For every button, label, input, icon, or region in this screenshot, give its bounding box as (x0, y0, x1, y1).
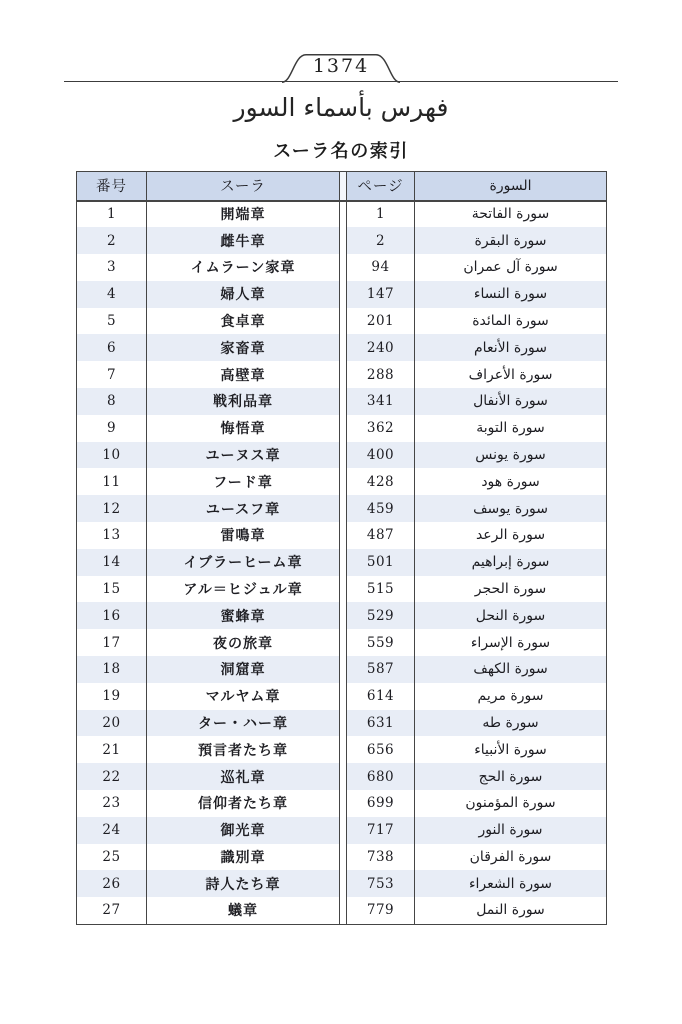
row-gap (340, 897, 347, 924)
table-row (77, 683, 607, 710)
cell-surah-jp: アル＝ヒジュル章 (183, 582, 303, 599)
cell-surah-ar: سورة يوسف (473, 500, 548, 517)
cell-surah-jp: 蟻章 (228, 903, 258, 920)
row-gap (340, 201, 347, 228)
cell-page: 753 (347, 870, 415, 897)
cell-surah-ar: سورة النساء (473, 286, 548, 303)
table-row (77, 334, 607, 361)
row-gap (340, 736, 347, 763)
cell-surah-jp: フード章 (213, 474, 273, 491)
cell-number: 7 (77, 361, 147, 388)
cell-number: 14 (77, 549, 147, 576)
cell-surah-jp: 開端章 (220, 207, 266, 224)
cell-surah-jp: 御光章 (220, 823, 266, 840)
column-header-page: ページ (347, 172, 415, 201)
cell-number: 6 (77, 334, 147, 361)
cell-page: 680 (347, 763, 415, 790)
cell-surah-ar: سورة الحج (478, 768, 543, 785)
cell-surah-jp: 婦人章 (220, 287, 266, 304)
cell-page: 201 (347, 308, 415, 335)
cell-page: 240 (347, 334, 415, 361)
row-gap (340, 388, 347, 415)
cell-page: 400 (347, 442, 415, 469)
cell-surah-ar: سورة الأعراف (468, 366, 553, 383)
row-gap (340, 629, 347, 656)
cell-page: 1 (347, 201, 415, 228)
table-row (77, 281, 607, 308)
cell-page: 587 (347, 656, 415, 683)
row-gap (340, 522, 347, 549)
cell-number: 12 (77, 495, 147, 522)
cell-number: 11 (77, 468, 147, 495)
cell-number: 4 (77, 281, 147, 308)
cell-surah-ar: سورة الشعراء (468, 875, 553, 892)
cell-number: 22 (77, 763, 147, 790)
row-gap (340, 308, 347, 335)
table-row (77, 629, 607, 656)
row-gap (340, 361, 347, 388)
cell-surah-ar: سورة المائدة (472, 313, 549, 330)
cell-page: 2 (347, 227, 415, 254)
cell-surah-ar: سورة هود (481, 473, 540, 490)
cell-surah-ar: سورة مريم (477, 688, 544, 705)
surah-index-table (76, 171, 607, 925)
row-gap (340, 710, 347, 737)
cell-surah-ar: سورة الحجر (474, 581, 547, 598)
row-gap (340, 415, 347, 442)
cell-surah-jp: ユースフ章 (205, 501, 281, 518)
row-gap (340, 763, 347, 790)
cell-page: 487 (347, 522, 415, 549)
cell-surah-ar: سورة الفرقان (469, 849, 552, 866)
table-row (77, 736, 607, 763)
cell-surah-ar: سورة النمل (476, 902, 545, 919)
cell-number: 25 (77, 844, 147, 871)
cell-page: 656 (347, 736, 415, 763)
cell-surah-ar: سورة الكهف (473, 661, 548, 678)
header-row (77, 172, 607, 201)
arabic-calligraphy-title: فهرس بأسماء السور (233, 93, 449, 122)
cell-number: 5 (77, 308, 147, 335)
cell-surah-jp: 悔悟章 (220, 421, 266, 438)
cell-page: 738 (347, 844, 415, 871)
cell-number: 13 (77, 522, 147, 549)
cell-number: 27 (77, 897, 147, 924)
row-gap (340, 870, 347, 897)
cell-surah-ar: سورة طه (482, 715, 539, 732)
cell-number: 16 (77, 602, 147, 629)
row-gap (340, 656, 347, 683)
table-row (77, 442, 607, 469)
column-header-surah-jp: スーラ (147, 172, 340, 201)
column-header-surah-ar: السورة (415, 172, 607, 201)
table-row (77, 817, 607, 844)
cell-surah-jp: 信仰者たち章 (198, 796, 288, 813)
folio-page-number: 1374 (312, 55, 370, 77)
table-row (77, 576, 607, 603)
row-gap (340, 817, 347, 844)
cell-number: 3 (77, 254, 147, 281)
row-gap (340, 602, 347, 629)
column-gap (340, 172, 347, 201)
cell-page: 717 (347, 817, 415, 844)
cell-number: 19 (77, 683, 147, 710)
cell-number: 2 (77, 227, 147, 254)
row-gap (340, 442, 347, 469)
cell-page: 614 (347, 683, 415, 710)
table-row (77, 656, 607, 683)
cell-surah-jp: イブラーヒーム章 (183, 555, 303, 572)
cell-surah-jp: 巡礼章 (220, 769, 266, 786)
cell-surah-ar: سورة النحل (475, 607, 546, 624)
row-gap (340, 576, 347, 603)
cell-page: 515 (347, 576, 415, 603)
table-row (77, 602, 607, 629)
cell-page: 362 (347, 415, 415, 442)
cell-surah-jp: マルヤム章 (205, 689, 281, 706)
cell-surah-jp: 食卓章 (220, 314, 266, 331)
table-row (77, 308, 607, 335)
cell-page: 459 (347, 495, 415, 522)
cell-surah-ar: سورة إبراهيم (471, 554, 550, 571)
cell-surah-jp: 洞窟章 (220, 662, 266, 679)
row-gap (340, 227, 347, 254)
cell-surah-ar: سورة الفاتحة (471, 206, 550, 223)
cell-surah-jp: 雌牛章 (220, 233, 266, 250)
table-row (77, 522, 607, 549)
row-gap (340, 254, 347, 281)
cell-surah-ar: سورة النور (478, 822, 543, 839)
cell-number: 15 (77, 576, 147, 603)
row-gap (340, 495, 347, 522)
cell-page: 529 (347, 602, 415, 629)
cell-surah-jp: イムラーン家章 (190, 260, 296, 277)
cell-page: 147 (347, 281, 415, 308)
cell-page: 779 (347, 897, 415, 924)
table-row (77, 495, 607, 522)
cell-number: 20 (77, 710, 147, 737)
cell-surah-jp: 預言者たち章 (198, 742, 288, 759)
cell-number: 21 (77, 736, 147, 763)
cell-page: 94 (347, 254, 415, 281)
cell-page: 559 (347, 629, 415, 656)
table-row (77, 710, 607, 737)
row-gap (340, 790, 347, 817)
cell-surah-jp: 戦利品章 (213, 394, 273, 411)
cell-number: 1 (77, 201, 147, 228)
cell-surah-ar: سورة المؤمنون (465, 795, 556, 812)
cell-number: 24 (77, 817, 147, 844)
table-row (77, 201, 607, 228)
cell-surah-jp: 識別章 (220, 850, 266, 867)
cell-number: 26 (77, 870, 147, 897)
column-header-number: 番号 (77, 172, 147, 201)
table-row (77, 870, 607, 897)
table-row (77, 415, 607, 442)
cell-page: 428 (347, 468, 415, 495)
cell-number: 9 (77, 415, 147, 442)
surah-table-body (77, 201, 607, 925)
cell-surah-ar: سورة آل عمران (463, 259, 558, 276)
cell-surah-jp: ター・ハー章 (198, 716, 288, 733)
cell-page: 501 (347, 549, 415, 576)
table-row (77, 844, 607, 871)
cell-surah-jp: 家畜章 (220, 340, 266, 357)
row-gap (340, 334, 347, 361)
japanese-subtitle: スーラ名の索引 (273, 141, 409, 162)
cell-number: 18 (77, 656, 147, 683)
table-row (77, 254, 607, 281)
row-gap (340, 549, 347, 576)
table-row (77, 468, 607, 495)
row-gap (340, 844, 347, 871)
table-row (77, 763, 607, 790)
cell-surah-ar: سورة الأنعام (474, 339, 547, 356)
cell-surah-ar: سورة الأنفال (473, 393, 548, 410)
cell-surah-ar: سورة الأنبياء (474, 741, 547, 758)
table-header (77, 172, 607, 201)
cell-number: 8 (77, 388, 147, 415)
cell-page: 341 (347, 388, 415, 415)
cell-number: 10 (77, 442, 147, 469)
table-row (77, 897, 607, 924)
cell-surah-jp: ユーヌス章 (205, 448, 281, 465)
cell-surah-jp: 蜜蜂章 (220, 608, 266, 625)
cell-surah-jp: 夜の旅章 (213, 635, 273, 652)
cell-number: 17 (77, 629, 147, 656)
table-row (77, 790, 607, 817)
cell-surah-ar: سورة البقرة (474, 232, 547, 249)
cell-page: 288 (347, 361, 415, 388)
table-row (77, 227, 607, 254)
cell-number: 23 (77, 790, 147, 817)
cell-surah-jp: 雷鳴章 (220, 528, 266, 545)
table-row (77, 549, 607, 576)
table-row (77, 361, 607, 388)
cell-surah-ar: سورة يونس (475, 447, 546, 464)
table-row (77, 388, 607, 415)
cell-surah-jp: 詩人たち章 (205, 876, 281, 893)
row-gap (340, 683, 347, 710)
cell-page: 631 (347, 710, 415, 737)
row-gap (340, 281, 347, 308)
cell-page: 699 (347, 790, 415, 817)
cell-surah-ar: سورة الرعد (475, 527, 546, 544)
cell-surah-jp: 高壁章 (220, 367, 266, 384)
cell-surah-ar: سورة التوبة (476, 420, 545, 437)
cell-surah-ar: سورة الإسراء (470, 634, 551, 651)
row-gap (340, 468, 347, 495)
